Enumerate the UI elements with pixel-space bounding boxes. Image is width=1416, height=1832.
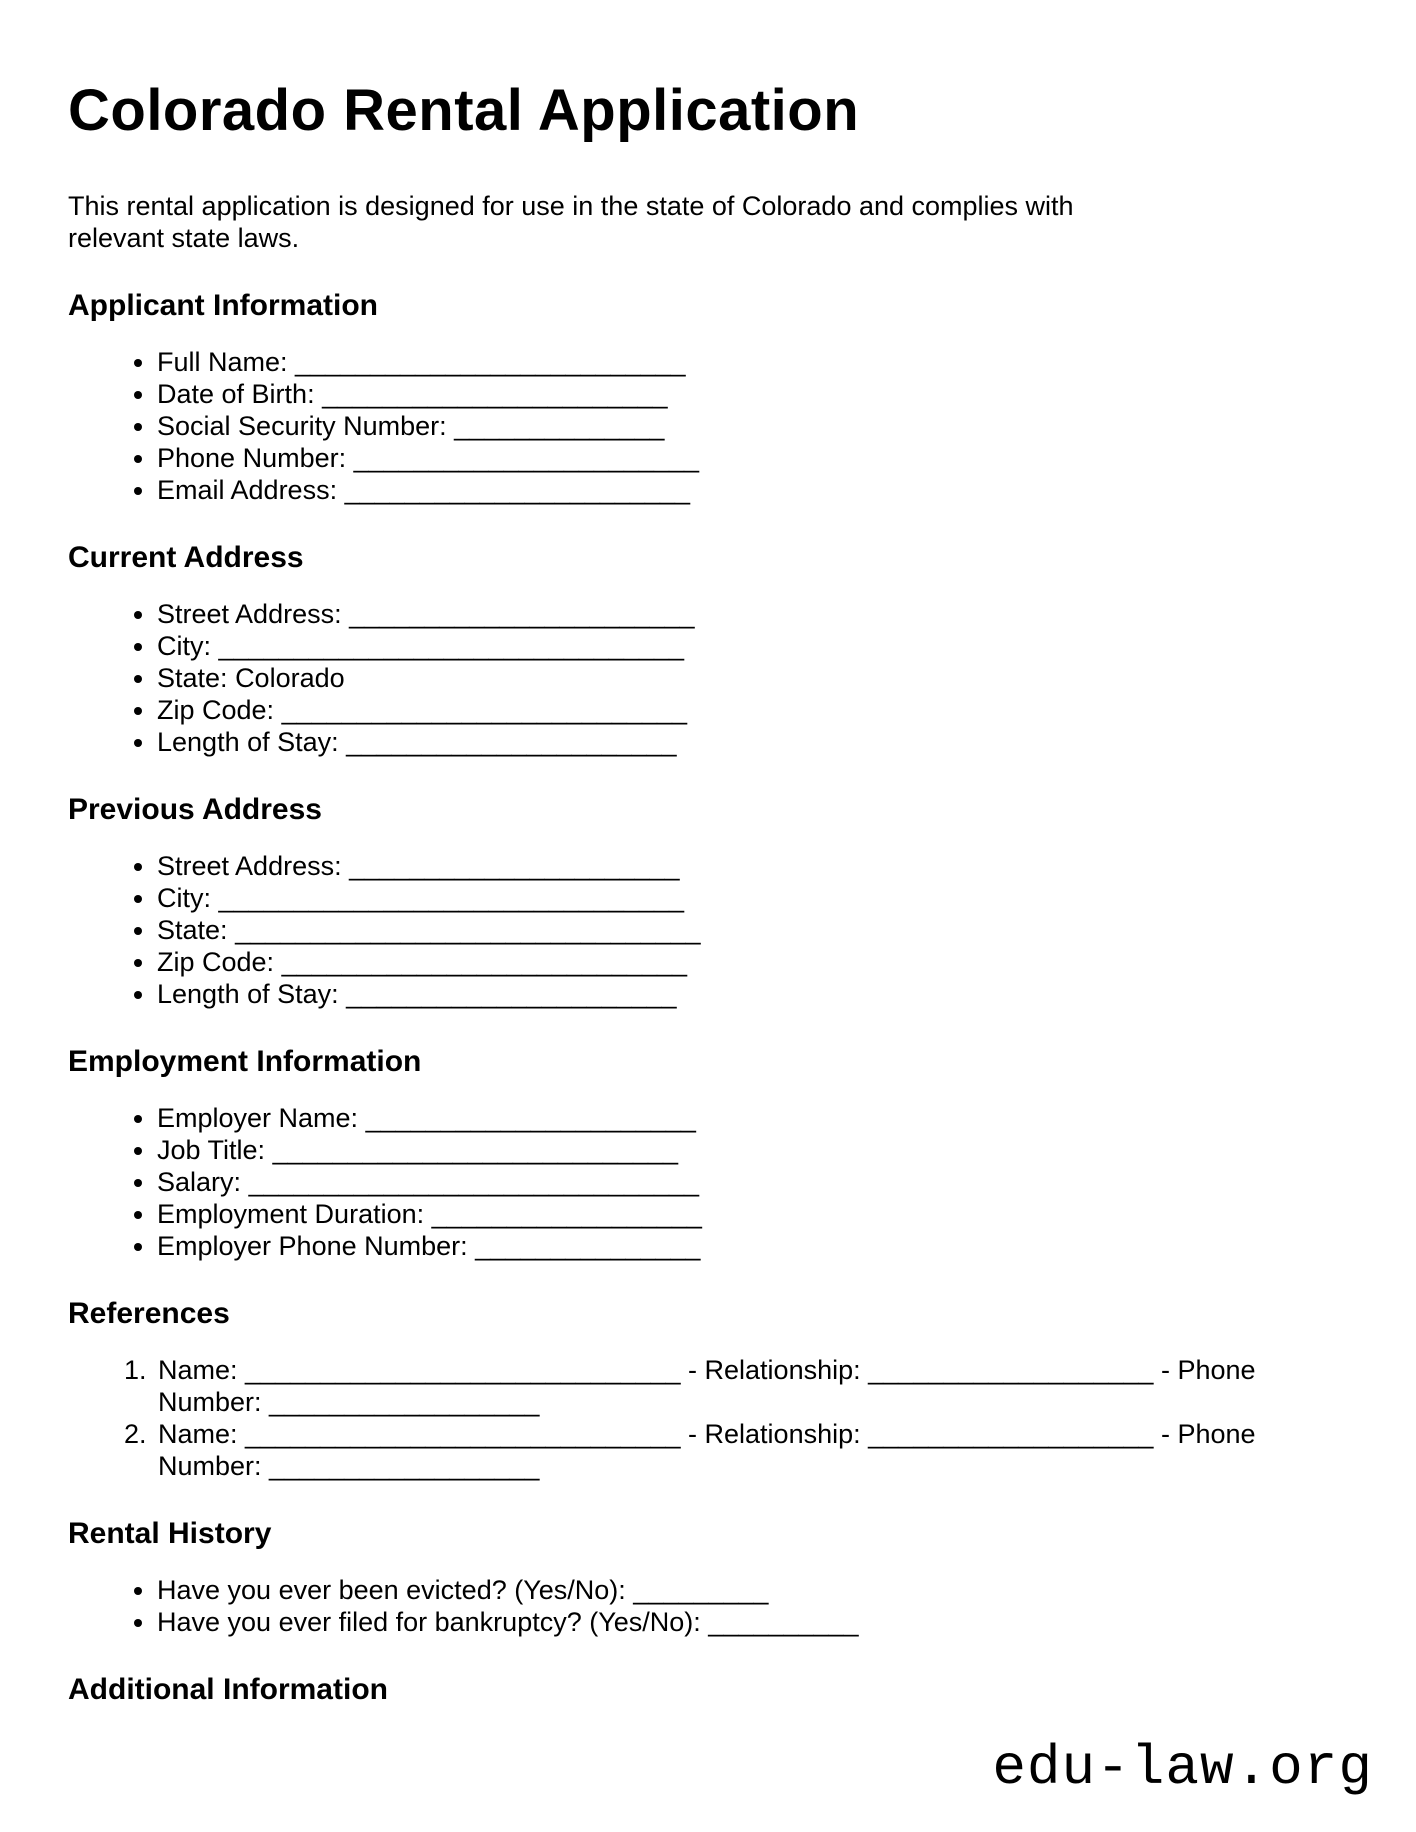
field-job-title (157, 1134, 1350, 1166)
field-label: - Relationship: (688, 1419, 861, 1449)
blank-line: ______________________ (346, 727, 677, 757)
blank-line: ___________________ (868, 1355, 1154, 1385)
blank-line: __________________________ (295, 347, 686, 377)
intro-paragraph (68, 190, 1350, 254)
reference-line-2 (158, 1386, 1350, 1418)
field-label: City: (157, 883, 211, 913)
field-label: Email Address: (157, 475, 338, 505)
reference-item-2 (154, 1418, 1350, 1482)
question-evicted (157, 1574, 1350, 1606)
blank-line: _______________________________ (218, 631, 685, 661)
intro-line-2: relevant state laws. (68, 223, 300, 253)
blank-line: ___________________________ (272, 1135, 679, 1165)
field-label: Employer Name: (157, 1103, 359, 1133)
field-length-of-stay (157, 978, 1350, 1010)
field-zip-code (157, 694, 1350, 726)
field-label: Have you ever filed for bankruptcy? (Yes/No): (157, 1607, 701, 1637)
field-city (157, 882, 1350, 914)
section-heading-previous-address: Previous Address (68, 793, 322, 826)
document-title: Colorado Rental Application (68, 78, 860, 143)
blank-line: _________ (633, 1575, 769, 1605)
field-label: Phone Number: (157, 443, 347, 473)
field-email-address (157, 474, 1350, 506)
employment-information-list (68, 1102, 1350, 1262)
reference-item-1 (154, 1354, 1350, 1418)
references-list (68, 1354, 1350, 1482)
field-label: Employment Duration: (157, 1199, 425, 1229)
field-label: Have you ever been evicted? (Yes/No): (157, 1575, 626, 1605)
section-heading-additional-information: Additional Information (68, 1673, 388, 1706)
field-street-address (157, 850, 1350, 882)
blank-line: ______________________________ (248, 1167, 700, 1197)
field-state (157, 662, 1350, 694)
field-label: Number: (158, 1387, 262, 1417)
field-label: - Phone (1160, 1419, 1256, 1449)
field-label: City: (157, 631, 211, 661)
section-heading-references: References (68, 1297, 230, 1330)
field-label: Number: (158, 1451, 262, 1481)
field-label: State: (157, 915, 228, 945)
field-label: Length of Stay: (157, 979, 339, 1009)
intro-line-1: This rental application is designed for use in the state of Colorado and complies with (68, 191, 1074, 221)
blank-line: ___________________ (868, 1419, 1154, 1449)
field-employer-phone-number (157, 1230, 1350, 1262)
reference-line-2 (158, 1450, 1350, 1482)
field-label: - Relationship: (688, 1355, 861, 1385)
field-label: Name: (158, 1419, 238, 1449)
field-salary (157, 1166, 1350, 1198)
field-label: Zip Code: (157, 695, 275, 725)
applicant-information-list (68, 346, 1350, 506)
blank-line: _______________________________ (235, 915, 701, 945)
field-phone-number (157, 442, 1350, 474)
field-label: Zip Code: (157, 947, 275, 977)
field-state (157, 914, 1350, 946)
reference-line-1 (158, 1418, 1350, 1450)
field-social-security-number (157, 410, 1350, 442)
field-label: Social Security Number: (157, 411, 447, 441)
field-label: Date of Birth: (157, 379, 315, 409)
field-zip-code (157, 946, 1350, 978)
blank-line: _______________________ (322, 379, 668, 409)
blank-line: _______________________ (349, 599, 695, 629)
field-date-of-birth (157, 378, 1350, 410)
field-street-address (157, 598, 1350, 630)
field-employer-name (157, 1102, 1350, 1134)
blank-line: ______________________ (346, 979, 677, 1009)
field-label: State: (157, 663, 228, 693)
current-address-list (68, 598, 1350, 758)
section-heading-applicant-information: Applicant Information (68, 289, 378, 322)
blank-line: ______________________ (349, 851, 680, 881)
field-employment-duration (157, 1198, 1350, 1230)
blank-line: __________ (708, 1607, 859, 1637)
blank-line: _____________________________ (245, 1355, 681, 1385)
question-bankruptcy (157, 1606, 1350, 1638)
field-value: Colorado (235, 663, 345, 693)
field-city (157, 630, 1350, 662)
blank-line: ______________________ (365, 1103, 696, 1133)
field-label: Salary: (157, 1167, 242, 1197)
blank-line: _____________________________ (245, 1419, 681, 1449)
field-label: Street Address: (157, 599, 342, 629)
rental-history-list (68, 1574, 1350, 1638)
blank-line: __________________ (431, 1199, 702, 1229)
section-heading-current-address: Current Address (68, 541, 304, 574)
blank-line: ______________ (454, 411, 665, 441)
watermark-site-name: edu-law.org (992, 1736, 1373, 1800)
field-label: Full Name: (157, 347, 288, 377)
section-heading-rental-history: Rental History (68, 1517, 272, 1550)
previous-address-list (68, 850, 1350, 1010)
blank-line: ___________________________ (281, 947, 688, 977)
blank-line: _______________________ (344, 475, 690, 505)
section-heading-employment-information: Employment Information (68, 1045, 422, 1078)
field-length-of-stay (157, 726, 1350, 758)
blank-line: __________________ (269, 1387, 540, 1417)
field-label: Length of Stay: (157, 727, 339, 757)
blank-line: __________________ (269, 1451, 540, 1481)
field-label: Street Address: (157, 851, 342, 881)
field-label: Employer Phone Number: (157, 1231, 468, 1261)
field-label: Name: (158, 1355, 238, 1385)
blank-line: _______________ (475, 1231, 701, 1261)
blank-line: _______________________ (353, 443, 699, 473)
blank-line: ___________________________ (281, 695, 688, 725)
field-label: Job Title: (157, 1135, 266, 1165)
field-full-name (157, 346, 1350, 378)
blank-line: _______________________________ (218, 883, 685, 913)
field-label: - Phone (1160, 1355, 1256, 1385)
reference-line-1 (158, 1354, 1350, 1386)
